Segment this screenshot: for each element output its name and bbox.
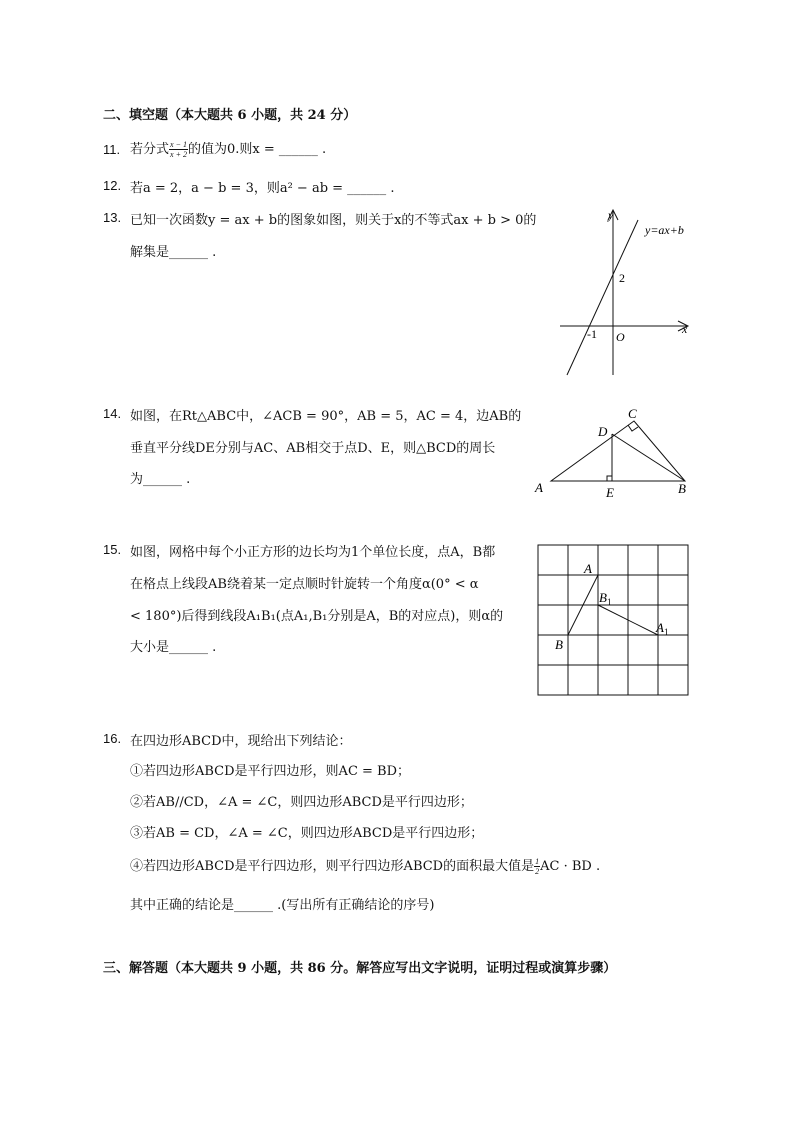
x-intercept-label: -1	[587, 327, 597, 341]
label-d: D	[598, 424, 608, 439]
q11-prefix: 若分式	[130, 142, 170, 157]
y-intercept-label: 2	[619, 271, 625, 285]
question-14-line3: 为______ .	[130, 472, 191, 487]
question-15-line1: 如图，网格中每个小正方形的边长均为1个单位长度，点A，B都	[130, 545, 496, 560]
question-14-line1: 如图，在Rt△ABC中，∠ACB = 90°，AB = 5，AC = 4，边AB的	[130, 409, 522, 424]
label-b: B	[555, 637, 563, 652]
q16-frac-num: 1	[535, 857, 540, 866]
question-16-item-1: ①若四边形ABCD是平行四边形，则AC = BD；	[130, 764, 411, 779]
question-number-14: 14.	[103, 406, 122, 421]
q15-grid-figure	[536, 543, 690, 697]
question-12-text: 若a = 2，a − b = 3，则a² − ab = ______ .	[130, 181, 395, 196]
question-16-item-2: ②若AB//CD，∠A = ∠C，则四边形ABCD是平行四边形；	[130, 795, 473, 810]
segment-bd	[612, 434, 685, 481]
label-a: A	[584, 561, 592, 576]
x-axis-label: x	[682, 322, 688, 336]
question-number-11: 11.	[103, 142, 121, 157]
question-16-intro: 在四边形ABCD中，现给出下列结论：	[130, 734, 352, 749]
question-number-12: 12.	[103, 178, 122, 193]
origin-label: O	[616, 330, 625, 344]
right-angle-e	[607, 476, 612, 481]
question-13-line1: 已知一次函数y = ax + b的图象如图，则关于x的不等式ax + b > 0的	[130, 213, 537, 228]
label-a: A	[535, 480, 543, 495]
question-16-conclusion: 其中正确的结论是______ .(写出所有正确结论的序号)	[130, 898, 435, 913]
question-13-line2: 解集是______ .	[130, 245, 217, 260]
q16-frac-den: 2	[535, 867, 540, 876]
question-11-text	[130, 138, 326, 159]
triangle-abc	[551, 421, 685, 481]
section-title-solutions: 三、解答题（本大题共 9 小题，共 86 分。解答应写出文字说明，证明过程或演算步骤）	[103, 961, 617, 976]
q13-linear-function-graph	[560, 205, 700, 380]
right-angle-c	[628, 425, 638, 431]
label-b1: $B_1$	[599, 590, 612, 607]
question-number-13: 13.	[103, 210, 122, 225]
question-15-line2: 在格点上线段AB绕着某一定点顺时针旋转一个角度α(0° < α	[130, 577, 479, 592]
y-axis-label: y	[608, 208, 614, 222]
question-number-16: 16.	[103, 731, 122, 746]
q11-suffix: 的值为0.则x = ______ .	[187, 142, 327, 157]
q16-item4-prefix: ④若四边形ABCD是平行四边形，则平行四边形ABCD的面积最大值是	[130, 859, 535, 874]
function-label: y=ax+b	[645, 223, 684, 237]
q11-frac-den: x + 2	[170, 150, 187, 159]
q14-triangle-figure	[530, 403, 700, 501]
q16-item4-suffix: AC · BD .	[540, 859, 601, 874]
question-15-line4: 大小是______ .	[130, 640, 217, 655]
q11-frac-num: x − 1	[170, 140, 187, 149]
label-b: B	[678, 481, 686, 496]
grid-lines	[538, 545, 688, 695]
section-title-fill-in: 二、填空题（本大题共 6 小题，共 24 分）	[103, 108, 357, 123]
question-16-item-3: ③若AB = CD，∠A = ∠C，则四边形ABCD是平行四边形；	[130, 826, 484, 841]
label-a1: $A_1$	[656, 620, 669, 637]
label-c: C	[628, 406, 637, 421]
q11-fraction	[169, 140, 188, 159]
question-14-line2: 垂直平分线DE分别与AC、AB相交于点D、E，则△BCD的周长	[130, 441, 496, 456]
function-line	[567, 220, 638, 375]
label-e: E	[606, 485, 614, 500]
question-15-line3: < 180°)后得到线段A₁B₁(点A₁,B₁分别是A，B的对应点)，则α的	[130, 609, 504, 624]
question-number-15: 15.	[103, 542, 122, 557]
question-16-item-4	[130, 855, 600, 876]
